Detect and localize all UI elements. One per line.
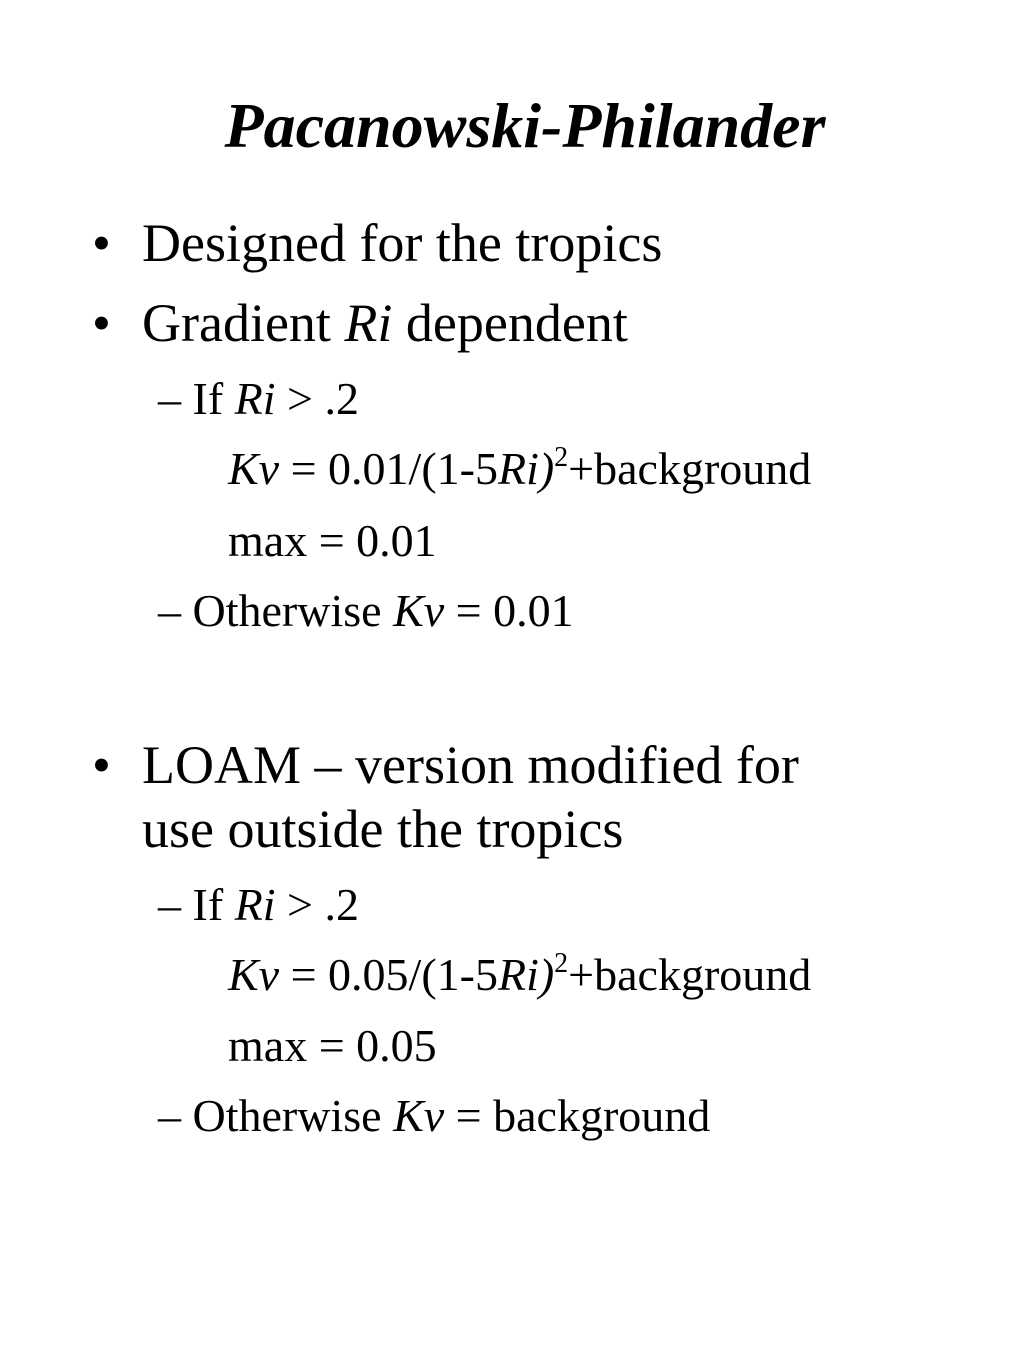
kv-symbol: Kv <box>393 585 445 636</box>
ri-symbol: Ri <box>344 293 393 353</box>
text-segment: If <box>192 373 235 424</box>
bullet-marker: • <box>92 293 111 353</box>
kv-symbol: Kv <box>393 1090 445 1141</box>
sub-bullet-if-ri <box>158 372 359 425</box>
kv-symbol: Kv <box>228 443 280 494</box>
ri-symbol: Ri <box>234 373 276 424</box>
sub-bullet-otherwise <box>158 584 574 637</box>
text-segment: = 0.01/(1-5 <box>279 443 498 494</box>
bullet-loam-line2: use outside the tropics <box>142 799 624 859</box>
ri-symbol: Ri) <box>497 949 555 1000</box>
text-segment: > .2 <box>275 879 359 930</box>
bullet-marker: • <box>92 213 111 273</box>
sub-bullet-if-ri <box>158 878 359 931</box>
text-segment: +background <box>568 949 812 1000</box>
text-segment: > .2 <box>275 373 359 424</box>
kv-formula <box>228 442 811 495</box>
max-value-line: max = 0.05 <box>228 1020 437 1071</box>
dash-marker: – <box>158 1090 181 1141</box>
text-segment: = background <box>444 1090 711 1141</box>
ri-symbol: Ri <box>234 879 276 930</box>
kv-symbol: Kv <box>228 949 280 1000</box>
bullet-gradient-ri-dependent <box>142 292 628 354</box>
text-segment: Otherwise <box>192 585 394 636</box>
ri-symbol: Ri) <box>497 443 555 494</box>
text-segment: dependent <box>392 293 628 353</box>
max-value-line: max = 0.01 <box>228 515 437 566</box>
text-segment: +background <box>568 443 812 494</box>
text-segment: = 0.05/(1-5 <box>279 949 498 1000</box>
sub-bullet-otherwise <box>158 1089 710 1142</box>
text-segment: If <box>192 879 235 930</box>
slide-title: Pacanowski-Philander <box>224 90 826 161</box>
bullet-designed-for-tropics: Designed for the tropics <box>142 213 663 273</box>
bullet-loam-line1: LOAM – version modified for <box>142 735 799 795</box>
kv-formula <box>228 948 811 1001</box>
text-segment: = 0.01 <box>444 585 574 636</box>
exponent: 2 <box>554 948 569 979</box>
exponent: 2 <box>554 442 569 473</box>
dash-marker: – <box>158 373 181 424</box>
dash-marker: – <box>158 585 181 636</box>
text-segment: Gradient <box>142 293 345 353</box>
text-segment: Otherwise <box>192 1090 394 1141</box>
bullet-marker: • <box>92 735 111 795</box>
dash-marker: – <box>158 879 181 930</box>
